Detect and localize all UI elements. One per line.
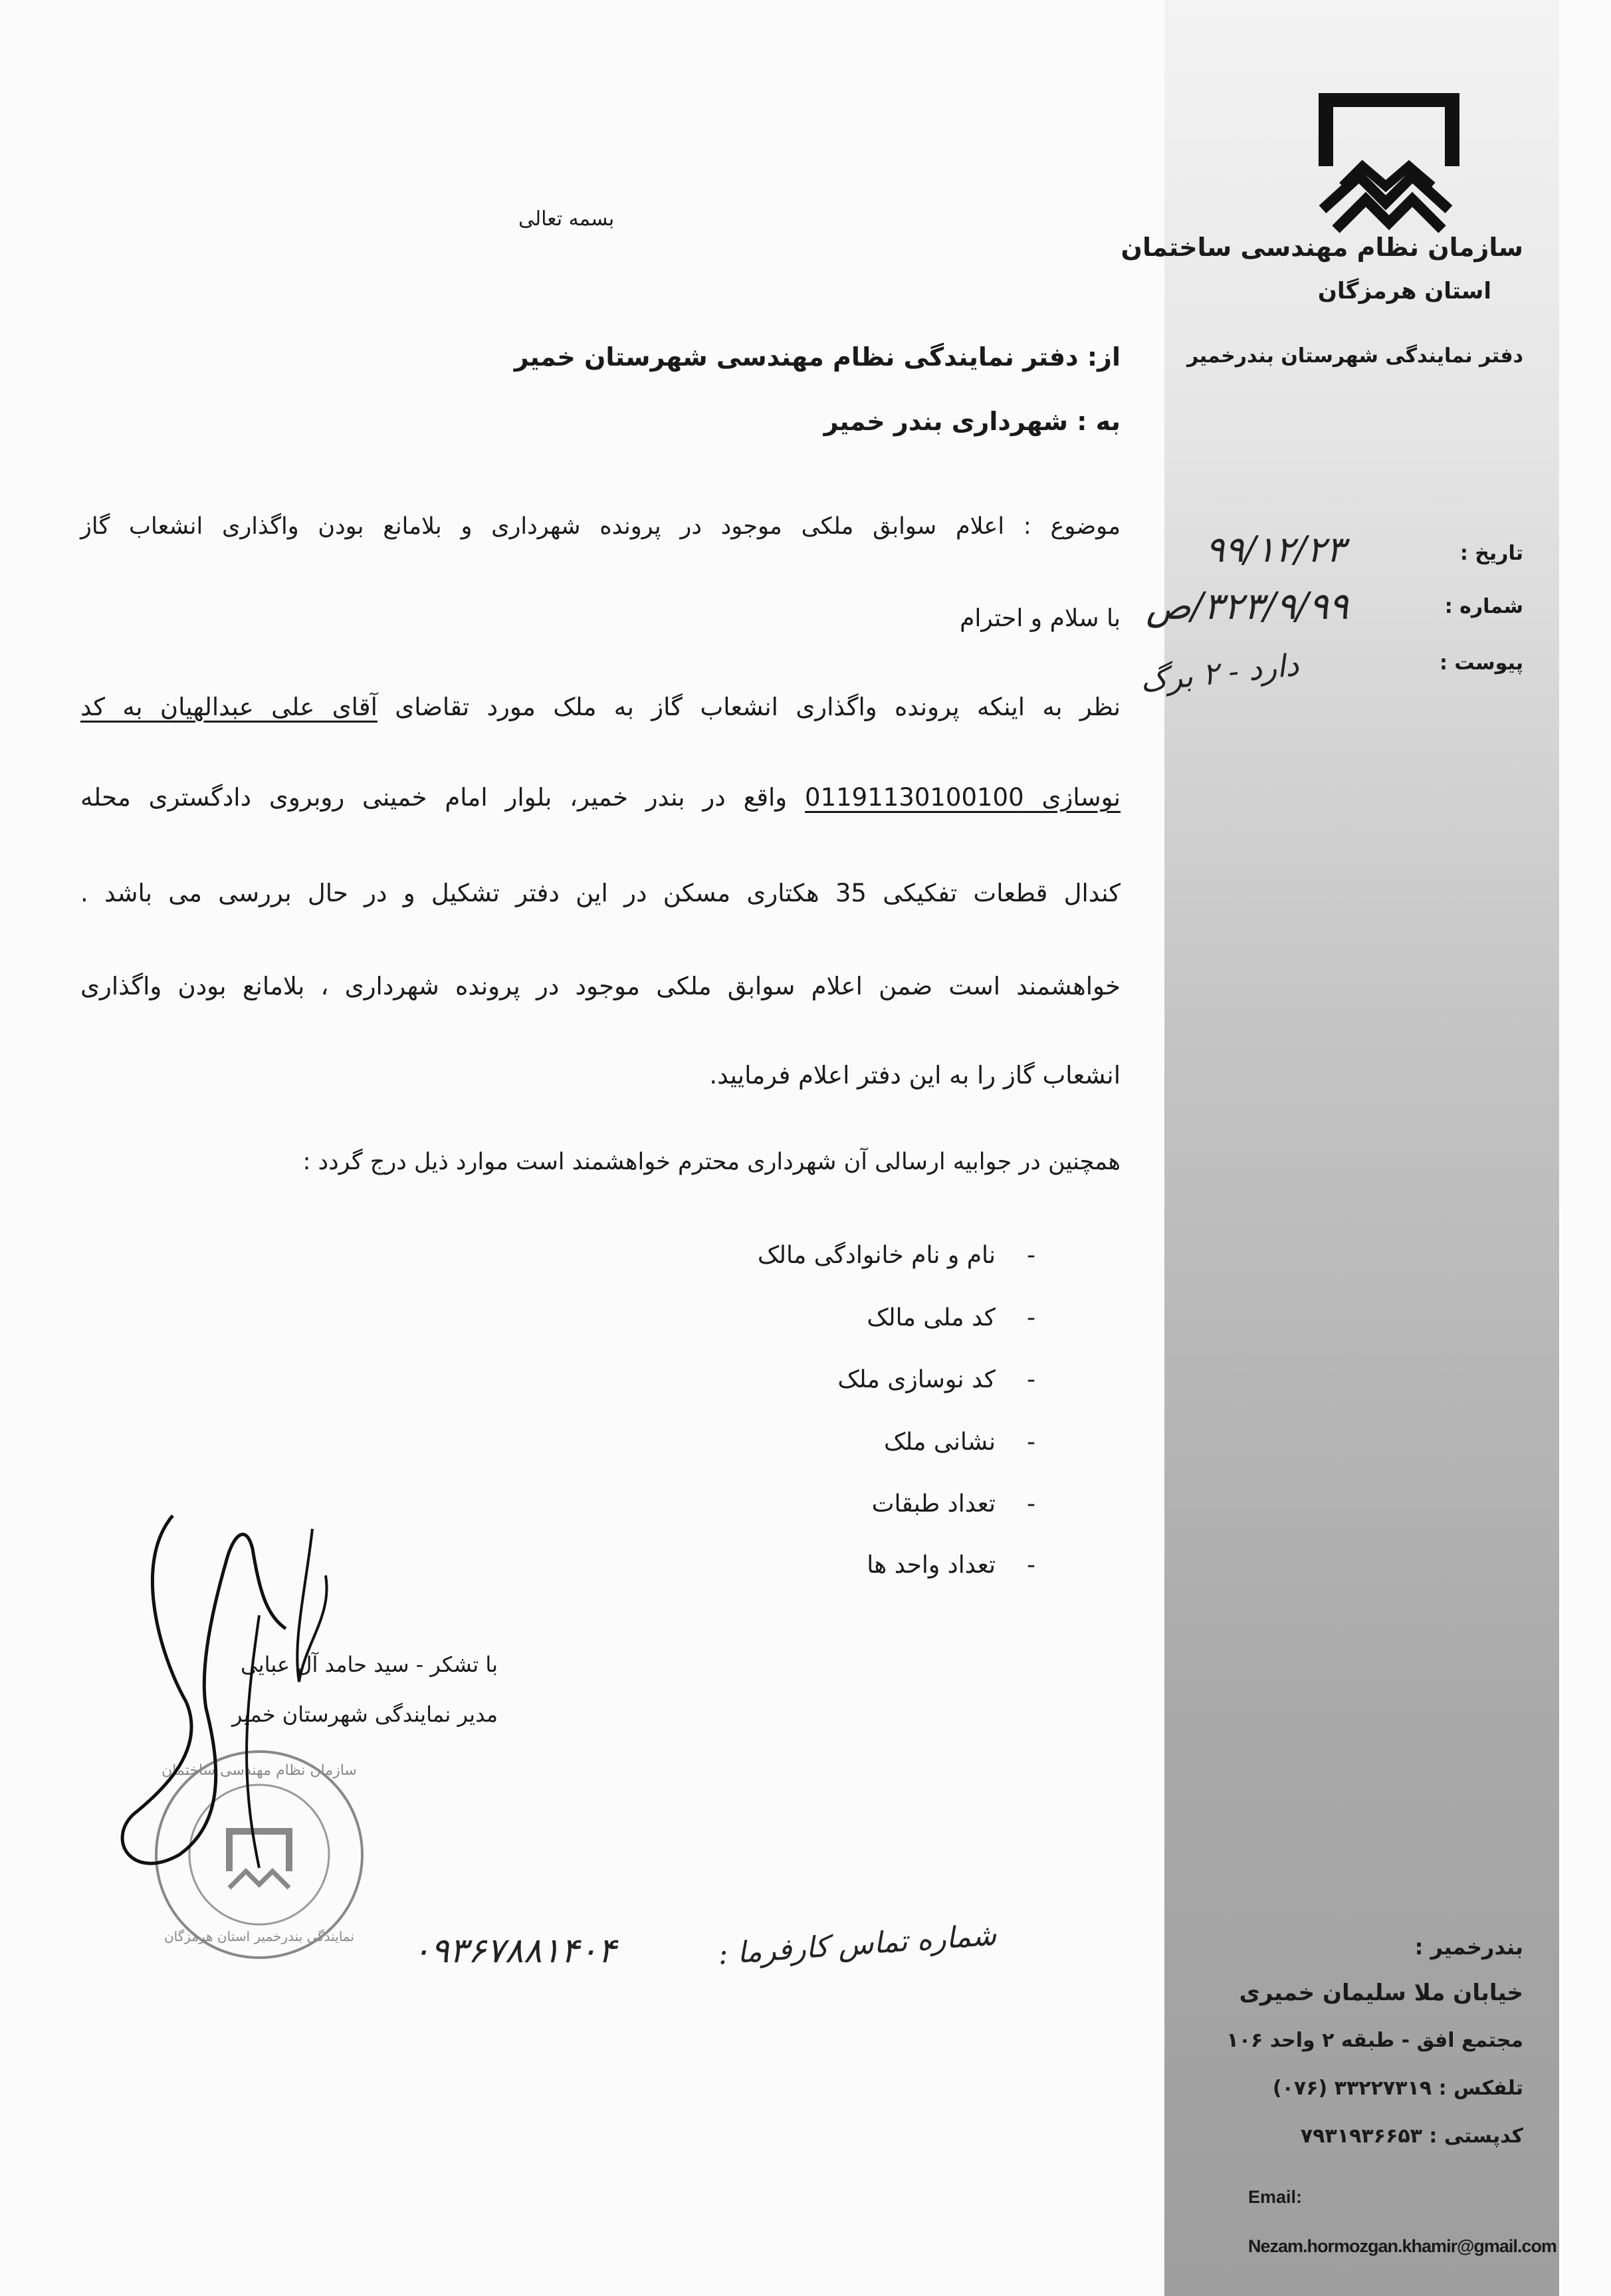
renovation-code: نوسازی 01191130100100 [805, 783, 1121, 812]
date-value: ۹۹/۱۲/۲۳ [1205, 528, 1345, 570]
province-name: استان هرمزگان [1317, 278, 1491, 304]
date-label: تاریخ : [1459, 542, 1523, 565]
number-label: شماره : [1444, 595, 1523, 618]
recipient-line: به : شهرداری بندر خمیر [823, 407, 1121, 436]
sender-line: از: دفتر نمایندگی نظام مهندسی شهرستان خمیر [514, 342, 1121, 372]
applicant-name: آقای علی عبدالهیان به کد [80, 693, 377, 721]
list-bullet: - [1027, 1366, 1035, 1393]
body-text: نظر به اینکه پرونده واگذاری انشعاب گاز به ملک مورد تقاضای [377, 693, 1121, 721]
postal-code: کدپستی : ۷۹۳۱۹۳۶۶۵۳ [1300, 2124, 1523, 2148]
list-item: کد نوسازی ملک [837, 1366, 996, 1393]
list-bullet: - [1027, 1304, 1035, 1331]
body-line-3: کندال قطعات تفکیکی 35 هکتاری مسکن در این دفتر تشکیل و در حال بررسی می باشد . [80, 879, 1121, 907]
list-bullet: - [1027, 1429, 1035, 1456]
request-line: همچنین در جوابیه ارسالی آن شهرداری محترم خواهشمند است موارد ذیل درج گردد : [302, 1149, 1121, 1175]
organization-logo-icon [1313, 93, 1465, 236]
list-bullet: - [1027, 1490, 1035, 1518]
list-item: کد ملی مالک [867, 1304, 996, 1331]
list-item: نام و نام خانوادگی مالک [757, 1242, 996, 1269]
signer-title: مدیر نمایندگی شهرستان خمیر [232, 1702, 498, 1727]
body-text: واقع در بندر خمیر، بلوار امام خمینی روبروی دادگستری محله [80, 783, 788, 812]
email-label: Email: [1248, 2187, 1303, 2207]
stamp-outer-text: سازمان نظام مهندسی ساختمان [161, 1762, 357, 1779]
telfax: تلفکس : ۳۳۲۲۷۳۱۹ (۰۷۶) [1272, 2077, 1523, 2100]
email-address[interactable]: Nezam.hormozgan.khamir@gmail.com [1248, 2236, 1557, 2256]
list-bullet: - [1027, 1551, 1035, 1579]
list-item: تعداد واحد ها [867, 1551, 996, 1579]
body-line-4: خواهشمند است ضمن اعلام سوابق ملکی موجود در پرونده شهرداری ، بلامانع بودن واگذاری [80, 972, 1121, 1000]
employer-phone-label: شماره تماس کارفرما : [716, 1918, 998, 1972]
closing-line: با تشکر - سید حامد آل عبایی [241, 1652, 498, 1677]
stamp-inner-text: نمایندگی بندرخمیر استان هرمزگان [163, 1928, 355, 1944]
address-street: خیابان ملا سلیمان خمیری [1239, 1980, 1523, 2006]
body-line-5: انشعاب گاز را به این دفتر اعلام فرمایید. [709, 1061, 1121, 1090]
address-building: مجتمع افق - طبقه ۲ واحد ۱۰۶ [1226, 2029, 1523, 2052]
list-bullet: - [1027, 1242, 1035, 1269]
subject-line: موضوع : اعلام سوابق ملکی موجود در پرونده شهرداری و بلامانع بودن واگذاری انشعاب گاز [80, 513, 1121, 540]
org-name: سازمان نظام مهندسی ساختمان [1121, 233, 1523, 262]
list-item: نشانی ملک [884, 1429, 996, 1456]
address-city: بندرخمیر : [1414, 1934, 1523, 1960]
number-value: ۳۲۳/۹/۹۹/ص [1146, 585, 1348, 628]
list-item: تعداد طبقات [871, 1490, 996, 1518]
employer-phone: ۰۹۳۶۷۸۸۱۴۰۴ [412, 1931, 617, 1971]
office-name: دفتر نمایندگی شهرستان بندرخمیر [1187, 344, 1523, 368]
attachment-value: دارد - ۲ برگ [1138, 646, 1301, 699]
greeting: با سلام و احترام [960, 605, 1121, 632]
invocation: بسمه تعالی [518, 207, 615, 231]
attachment-label: پیوست : [1439, 651, 1523, 675]
signature [93, 1509, 372, 1881]
body-line-1 [80, 693, 1121, 721]
body-line-2 [80, 783, 1121, 812]
